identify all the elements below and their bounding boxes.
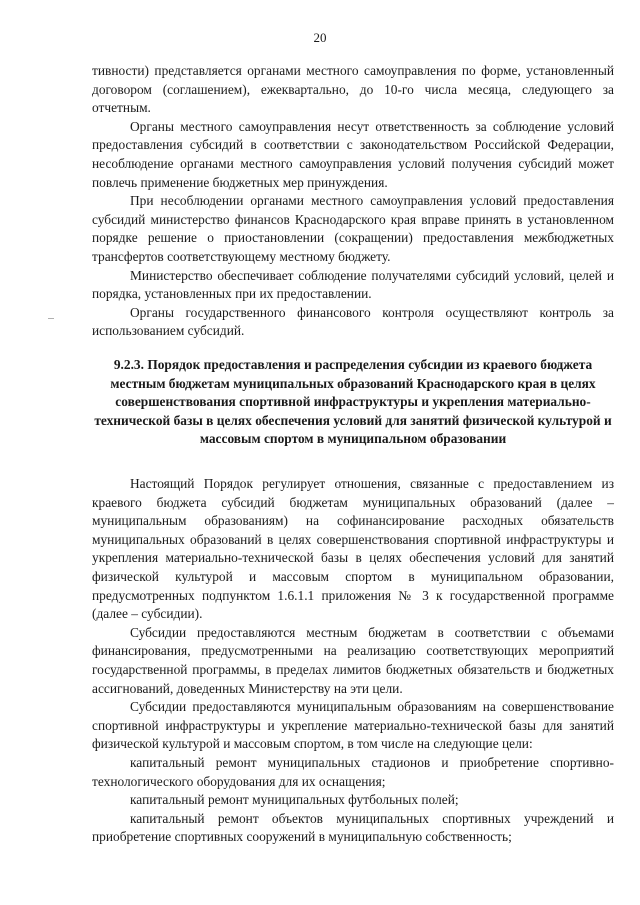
margin-mark xyxy=(48,318,54,319)
paragraph: Субсидии предоставляются муниципальным образованиям на совершенствование спортивной инфраструктуры и укрепление материально-технической базы для занятий физической культурой и массовым спортом, в том числе на следующие цели: xyxy=(92,699,614,752)
list-item: капитальный ремонт объектов муниципальных спортивных учреждений и приобретение спортивных сооружений в муниципальную собственность; xyxy=(92,810,614,845)
paragraph: Министерство обеспечивает соблюдение получателями субсидий условий, целей и порядка, установленных при их предоставлении. xyxy=(92,267,614,302)
paragraph: Органы государственного финансового контроля осуществляют контроль за использованием субсидий. xyxy=(92,304,614,339)
list-item: капитальный ремонт муниципальных футбольных полей; xyxy=(130,792,459,808)
section-heading: 9.2.3. Порядок предоставления и распределения субсидии из краевого бюджета местным бюджетам муниципальных образований Краснодарского края в целях совершенствования спортивной инфраструктуры и укрепления материально-технической базы в целях обеспечения условий для занятий физической культурой и массовым спортом в муниципальном образовании xyxy=(94,357,612,447)
paragraph: Субсидии предоставляются местным бюджетам в соответствии с объемами финансирования, предусмотренными на реализацию соответствующих мероприятий государственной программы, в пределах лимитов бюджетных обязательств и бюджетных ассигнований, доведенных Министерству на эти цели. xyxy=(92,624,614,696)
body-text-bottom xyxy=(92,475,614,847)
list-item: капитальный ремонт муниципальных стадионов и приобретение спортивно-технологического оборудования для их оснащения; xyxy=(92,754,614,789)
paragraph: тивности) представляется органами местного самоуправления по форме, установленный договором (соглашением), ежеквартально, до 10-го числа месяца, следующего за отчетным. xyxy=(92,63,614,116)
body-text-top xyxy=(92,62,614,341)
paragraph: Органы местного самоуправления несут ответственность за соблюдение условий предоставления субсидий в соответствии с законодательством Российской Федерации, несоблюдение органами местного самоуправления условий получения субсидий может повлечь применение бюджетных мер принуждения. xyxy=(92,118,614,190)
page-number: 20 xyxy=(313,30,327,45)
paragraph: При несоблюдении органами местного самоуправления условий предоставления субсидий министерство финансов Краснодарского края вправе принять в установленном порядке решение о приостановлении (сокращении) предоставления межбюджетных трансфертов соответствующему местному бюджету. xyxy=(92,193,614,264)
paragraph: Настоящий Порядок регулирует отношения, связанные с предоставлением из краевого бюджета субсидий бюджетам муниципальных образований (далее – муниципальным образованиям) на софинансирование расходных обязательств муниципальных образований в целях совершенствования спортивной инфраструктуры и укрепления материально-технической базы в целях обеспечения условий для занятий физической культурой и массовым спортом в муниципальном образовании, предусмотренных подпунктом 1.6.1.1 приложения № 3 к государственной программе (далее – субсидии). xyxy=(92,476,614,622)
